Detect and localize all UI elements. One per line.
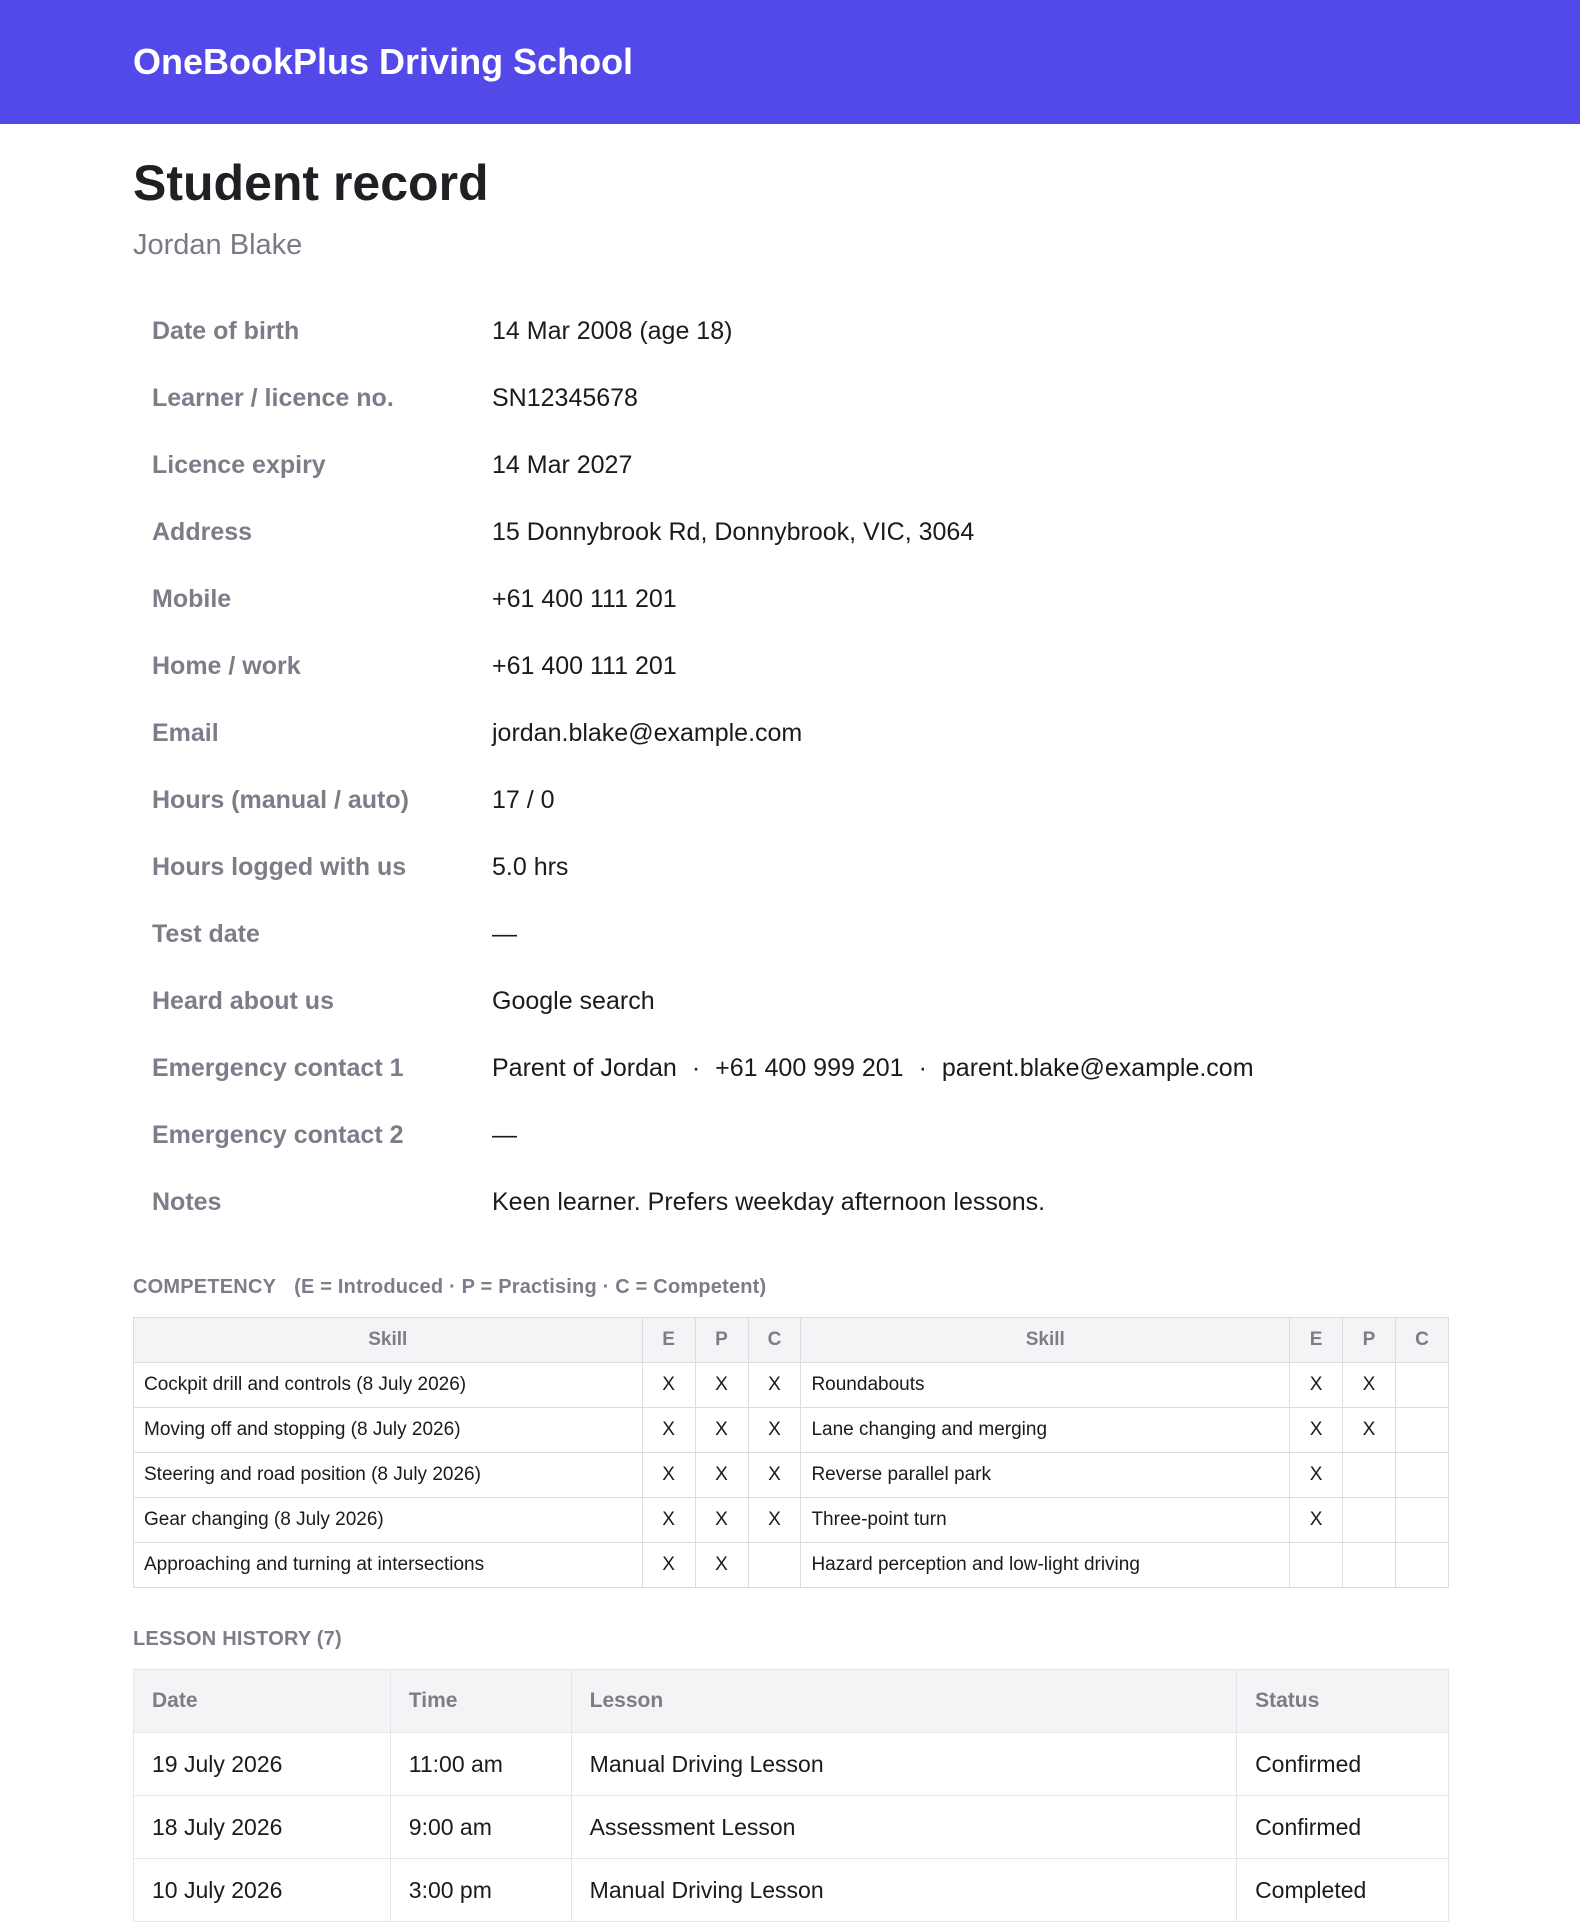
competency-table	[133, 1317, 1449, 1588]
competency-heading	[133, 1276, 1447, 1299]
detail-label: Home / work	[152, 652, 301, 680]
emergency-contact-name: Parent of Jordan	[492, 1054, 677, 1082]
table-row	[134, 1453, 1449, 1498]
mark-p: X	[695, 1363, 748, 1408]
table-row	[134, 1859, 1449, 1922]
emergency-contact-phone: +61 400 999 201	[715, 1054, 904, 1082]
competency-title: COMPETENCY	[133, 1276, 277, 1298]
skill-name: Hazard perception and low-light driving	[801, 1543, 1290, 1588]
mark-e: X	[642, 1543, 695, 1588]
detail-value: jordan.blake@example.com	[492, 719, 803, 747]
column-header-p: P	[1343, 1318, 1396, 1363]
detail-row-home-work	[133, 633, 1447, 700]
mark-e: X	[1290, 1498, 1343, 1543]
mark-c: X	[748, 1408, 801, 1453]
mark-p: X	[695, 1453, 748, 1498]
table-row	[134, 1543, 1449, 1588]
detail-row-dob	[133, 298, 1447, 365]
detail-label: Notes	[152, 1188, 222, 1216]
skill-name: Reverse parallel park	[801, 1453, 1290, 1498]
mark-c: X	[748, 1498, 801, 1543]
column-header-c: C	[748, 1318, 801, 1363]
detail-row-heard-about	[133, 968, 1447, 1035]
mark-c: X	[748, 1363, 801, 1408]
table-row	[134, 1363, 1449, 1408]
lesson-status: Completed	[1237, 1859, 1449, 1922]
mark-e: X	[642, 1453, 695, 1498]
detail-label: Address	[152, 518, 253, 546]
student-details-table	[133, 298, 1447, 1236]
detail-row-licence-expiry	[133, 432, 1447, 499]
column-header-e: E	[1290, 1318, 1343, 1363]
lesson-date: 19 July 2026	[134, 1733, 391, 1796]
mark-e	[1290, 1543, 1343, 1588]
app-header	[0, 0, 1580, 124]
mark-c	[748, 1543, 801, 1588]
detail-row-email	[133, 700, 1447, 767]
mark-e: X	[642, 1408, 695, 1453]
column-header-skill: Skill	[134, 1318, 643, 1363]
mark-e: X	[642, 1363, 695, 1408]
detail-row-test-date	[133, 901, 1447, 968]
skill-name: Approaching and turning at intersections	[134, 1543, 643, 1588]
separator: ·	[691, 1054, 701, 1082]
detail-value: —	[492, 1121, 517, 1149]
mark-c	[1395, 1543, 1448, 1588]
mark-p: X	[1343, 1363, 1396, 1408]
main-content	[0, 156, 1580, 1922]
detail-value: 14 Mar 2008 (age 18)	[492, 317, 733, 345]
column-header-lesson: Lesson	[571, 1670, 1236, 1733]
detail-value: Google search	[492, 987, 655, 1015]
mark-c	[1395, 1453, 1448, 1498]
mark-p	[1343, 1543, 1396, 1588]
lesson-history-table	[133, 1669, 1449, 1922]
mark-p	[1343, 1453, 1396, 1498]
detail-value: 5.0 hrs	[492, 853, 569, 881]
detail-value: 14 Mar 2027	[492, 451, 633, 479]
mark-p: X	[695, 1543, 748, 1588]
lesson-time: 11:00 am	[390, 1733, 571, 1796]
detail-value	[492, 1035, 1447, 1102]
detail-label: Email	[152, 719, 219, 747]
mark-p	[1343, 1498, 1396, 1543]
skill-name: Three-point turn	[801, 1498, 1290, 1543]
column-header-skill: Skill	[801, 1318, 1290, 1363]
detail-label: Emergency contact 2	[152, 1121, 404, 1149]
lesson-date: 18 July 2026	[134, 1796, 391, 1859]
detail-value: Keen learner. Prefers weekday afternoon lessons.	[492, 1188, 1046, 1216]
lesson-status: Confirmed	[1237, 1733, 1449, 1796]
student-name: Jordan Blake	[133, 229, 303, 261]
lesson-type: Manual Driving Lesson	[571, 1733, 1236, 1796]
detail-label: Hours logged with us	[152, 853, 407, 881]
detail-row-hours-logged	[133, 834, 1447, 901]
detail-row-emergency-1	[133, 1035, 1447, 1102]
mark-e: X	[1290, 1453, 1343, 1498]
competency-header-row	[134, 1318, 1449, 1363]
mark-c: X	[748, 1453, 801, 1498]
detail-value: +61 400 111 201	[492, 585, 677, 613]
column-header-time: Time	[390, 1670, 571, 1733]
skill-name: Gear changing (8 July 2026)	[134, 1498, 643, 1543]
detail-value: —	[492, 920, 517, 948]
detail-label: Emergency contact 1	[152, 1054, 404, 1082]
detail-label: Test date	[152, 920, 260, 948]
page-title: Student record	[133, 155, 489, 211]
detail-label: Hours (manual / auto)	[152, 786, 409, 814]
mark-c	[1395, 1498, 1448, 1543]
detail-label: Licence expiry	[152, 451, 326, 479]
lesson-header-row	[134, 1670, 1449, 1733]
mark-p: X	[695, 1498, 748, 1543]
column-header-p: P	[695, 1318, 748, 1363]
detail-row-emergency-2	[133, 1102, 1447, 1169]
mark-e: X	[1290, 1363, 1343, 1408]
skill-name: Lane changing and merging	[801, 1408, 1290, 1453]
detail-value: 17 / 0	[492, 786, 555, 814]
emergency-contact-email: parent.blake@example.com	[941, 1054, 1254, 1082]
detail-value: +61 400 111 201	[492, 652, 677, 680]
mark-e: X	[642, 1498, 695, 1543]
separator: ·	[918, 1054, 927, 1082]
competency-legend: (E = Introduced · P = Practising · C = Competent)	[294, 1276, 767, 1298]
skill-name: Steering and road position (8 July 2026)	[134, 1453, 643, 1498]
detail-label: Heard about us	[152, 987, 334, 1015]
mark-p: X	[695, 1408, 748, 1453]
column-header-date: Date	[134, 1670, 391, 1733]
detail-value: 15 Donnybrook Rd, Donnybrook, VIC, 3064	[492, 518, 975, 546]
detail-value: SN12345678	[492, 384, 638, 412]
detail-row-notes	[133, 1169, 1447, 1236]
lesson-type: Manual Driving Lesson	[571, 1859, 1236, 1922]
mark-e: X	[1290, 1408, 1343, 1453]
detail-label: Mobile	[152, 585, 232, 613]
lesson-status: Confirmed	[1237, 1796, 1449, 1859]
detail-row-mobile	[133, 566, 1447, 633]
column-header-status: Status	[1237, 1670, 1449, 1733]
table-row	[134, 1498, 1449, 1543]
mark-c	[1395, 1363, 1448, 1408]
detail-row-hours	[133, 767, 1447, 834]
lesson-type: Assessment Lesson	[571, 1796, 1236, 1859]
detail-label: Learner / licence no.	[152, 384, 394, 412]
detail-label: Date of birth	[152, 317, 300, 345]
table-row	[134, 1408, 1449, 1453]
mark-p: X	[1343, 1408, 1396, 1453]
skill-name: Roundabouts	[801, 1363, 1290, 1408]
table-row	[134, 1796, 1449, 1859]
column-header-c: C	[1395, 1318, 1448, 1363]
mark-c	[1395, 1408, 1448, 1453]
detail-row-licence-no	[133, 365, 1447, 432]
lesson-date: 10 July 2026	[134, 1859, 391, 1922]
lesson-time: 9:00 am	[390, 1796, 571, 1859]
skill-name: Moving off and stopping (8 July 2026)	[134, 1408, 643, 1453]
skill-name: Cockpit drill and controls (8 July 2026)	[134, 1363, 643, 1408]
table-row	[134, 1733, 1449, 1796]
lesson-time: 3:00 pm	[390, 1859, 571, 1922]
lesson-history-heading: LESSON HISTORY (7)	[133, 1628, 342, 1650]
column-header-e: E	[642, 1318, 695, 1363]
school-name: OneBookPlus Driving School	[133, 41, 634, 82]
detail-row-address	[133, 499, 1447, 566]
